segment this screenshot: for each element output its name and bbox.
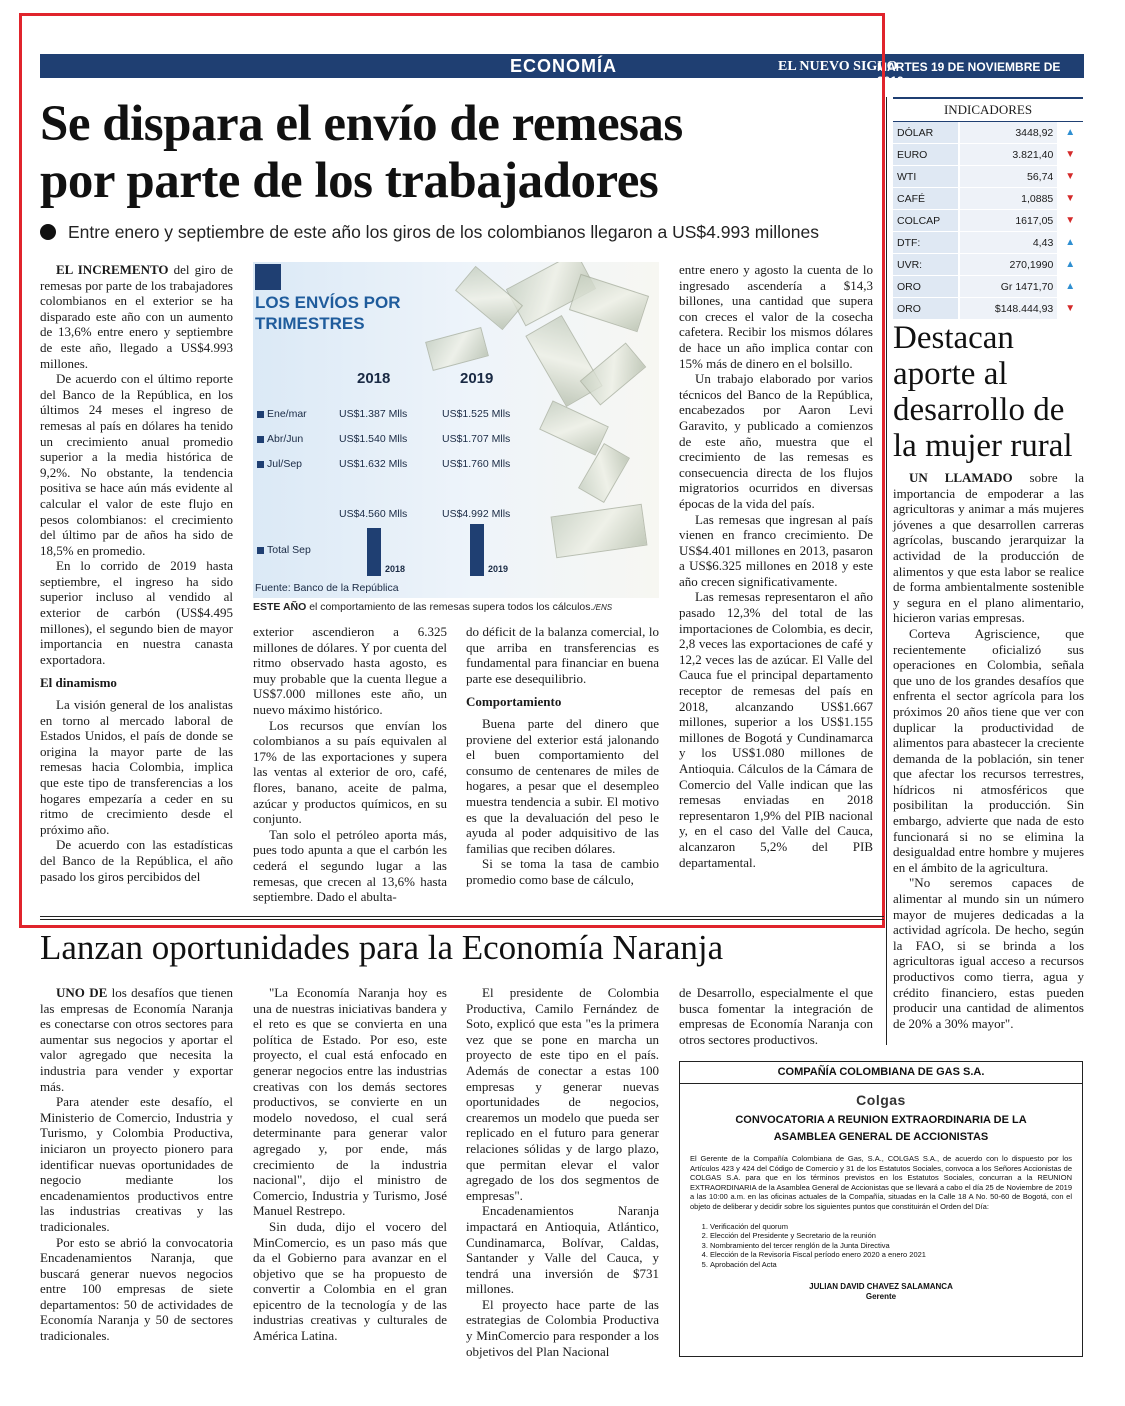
section-name: ECONOMÍA [510,56,617,76]
paragraph [40,985,233,1094]
highlight-frame [19,13,885,928]
newspaper-name: EL NUEVO SIGLO [778,59,898,74]
chart-bar-year-label: 2018 [385,564,406,574]
lead-in: UN LLAMADO [909,470,1013,485]
paragraph-text: El proyecto hace parte de las estrategias de Colombia Productiva y MinComercio para responder a los objetivos del Plan Nacional [466,1296,659,1359]
chart-row-label: Abr/Jun [267,433,304,445]
paragraph-text: La visión general de los analistas en torno al mercado laboral de Estados Unidos, el país de donde se origina la mayor parte de las remesas hacia Colombia, implica que este tipo de transferencias a los hogares empezaría a ceder en su ritmo de crecimiento desde el próximo año. [40,697,233,837]
ad-signature [680,1282,1082,1302]
indicator-value: 270,1990 [960,254,1057,275]
ad-agenda-list [680,1222,1082,1270]
indicator-row [893,232,1083,254]
paragraph-text: entre enero y agosto la cuenta de lo ingresado ascendería a $14,3 billones, una cantidad que supera con creces el valor de la cosecha cafetera. Recibir los mismos dólares de hace un año implica contar con 15% más de dinero en el bolsillo. [679,262,873,371]
side-story-body [893,470,1084,1031]
second-story-column-4 [679,985,873,1047]
paragraph [466,1203,659,1297]
ad-divider [680,1083,1082,1084]
ad-body: El Gerente de la Compañía Colombiana de Gas, S.A., COLGAS S.A., de acuerdo con lo dispuesto por los Artículos 423 y 424 del Código de Comercio y 31 de los Estatutos Sociales, convoca a los Señores Accionistas de COLGAS S.A. para que en los términos previstos en los Estatutos Sociales, concurran a la REUNION EXTRAORDINARIA de la Asamblea General de Accionistas que se llevará a cabo el día 25 de Noviembre de 2019 a las 10:00 a.m. en las oficinas actuales de la Compañía, situadas en la Calle 18 A No. 50-60 de Bogotá, con el objeto de deliberar y decidir sobre los siguientes puntos que constituirán el Orden del Día: [690,1154,1072,1211]
paragraph-text: Las remesas que ingresan al país vienen en franco crecimiento. De US$4.401 millones en 2013, pasaron a US$6.325 millones en 2018 y este año crecen significativamente. [679,511,873,589]
chart-value-label: US$1.707 Mlls [442,433,511,445]
paragraph-text: do déficit de la balanza comercial, lo que arriba en transferencias es fundamental para financiar en buena parte ese desequilibrio. [466,624,659,686]
indicator-value: Gr 1471,70 [960,276,1057,297]
indicator-value: 4,43 [960,232,1057,253]
ad-company-name: COMPAÑÍA COLOMBIANA DE GAS S.A. [777,1066,985,1078]
agenda-item: 4. Elección de la Revisoría Fiscal período enero 2020 a enero 2021 [710,1250,1082,1260]
main-subhead-text: Entre enero y septiembre de este año los giros de los colombianos llegaron a US$4.993 millones [68,222,819,242]
indicator-row [893,144,1083,166]
indicator-row [893,122,1083,144]
paragraph-text: Sin duda, dijo el vocero del MinComercio, es un paso más que da el Gobierno para avanzar en el objetivo que se ha propuesto de convertir a Colombia en el gran epicentro de la tecnología y de las industrias creativas y culturales de América Latina. [253,1218,447,1344]
chart-total-value-label: US$4.560 Mlls [339,508,408,520]
paragraph-text: Por esto se abrió la convocatoria Encadenamientos Naranja, que buscará generar nuevos negocios entre 100 empresas de siete departamentos: 50 de actividades de Economía Naranja y 50 de sectores tradicionales. [40,1234,233,1344]
paragraph-text: exterior ascendieron a 6.325 millones de dólares. Y por cuenta del ritmo observado hasta agosto, es muy probable que la cuenta llegue a US$7.000 millones este año, un nuevo máximo histórico. [253,624,447,717]
subheading: Comportamiento [466,694,562,710]
indicator-name: UVR: [893,254,958,275]
paragraph-text: del giro de remesas por parte de los trabajadores colombianos en el exterior se ha disparado este año con un aumento de 13,6% entre enero y septiembre de este año, llegado a US$4.993 millones. [40,262,233,371]
paragraph-text: De acuerdo con las estadísticas del Banco de la República, el año pasado los giros percibidos del [40,837,233,884]
paragraph-text: Para atender este desafío, el Ministerio de Comercio, Industria y Turismo, y Colombia Productiva, iniciaron un proyecto pionero para identificar nuevas oportunidades de negocio mediante los encadenamientos productivos entre las industrias creativas y las tradicionales. [40,1094,233,1234]
paragraph [466,985,659,1203]
arrow-up-icon: ▲ [1065,259,1076,270]
paragraph-text: Las remesas representaron el año pasado 12,3% del total de las importaciones de Colombia, es decir, 2,8 veces las exportaciones de café y 12,2 veces las de azúcar. El Valle del Cauca fue el principal departamento receptor de remesas del país en 2018, alcanzando US$1.667 millones, superior a los US$1.155 millones de Bogotá y Cundinamarca y los US$1.080 millones de Antioquia. Cálculos de la Cámara de Comercio del Valle indican que las remesas enviadas en 2018 representaron 1,9% del PIB nacional y, en el caso del Valle del Cauca, alcanzaron 5,2% del PIB departamental. [679,589,873,870]
chart-total-label: Total Sep [267,544,311,556]
paragraph [253,1219,447,1344]
indicator-row [893,188,1083,210]
chart-value-label: US$1.525 Mlls [442,408,511,420]
section-divider [40,919,884,920]
chart-title: LOS ENVÍOS POR TRIMESTRES [255,293,401,333]
paragraph-text: de Desarrollo, especialmente el que busca fomentar la integración de empresas de Economía Naranja con otros sectores productivos. [679,985,873,1047]
indicator-name: WTI [893,166,958,187]
ad-title-line2: ASAMBLEA GENERAL DE ACCIONISTAS [773,1131,989,1143]
paragraph-text: Los recursos que envían los colombianos a su país equivalen al 17% de las exportaciones y supera las ventas al exterior de oro, café, flores, banano, aceite de palma, azúcar y productos químicos, en su conjunto. [253,717,447,827]
paragraph [466,1297,659,1359]
arrow-up-icon: ▲ [1065,281,1076,292]
paragraph [893,470,1084,626]
subheading: El dinamismo [40,675,117,691]
caption-text: el comportamiento de las remesas supera todos los cálculos. [306,601,594,613]
page-number: 3B [1093,55,1118,76]
ad-title [680,1112,1082,1146]
ad-signer-title: Gerente [865,1291,897,1301]
indicator-row [893,254,1083,276]
indicator-name: EURO [893,144,958,165]
ad-title-line1: CONVOCATORIA A REUNION EXTRAORDINARIA DE LA [735,1114,1027,1126]
chart-value-label: US$1.387 Mlls [339,408,408,420]
agenda-item: 1. Verificación del quorum [710,1222,1082,1232]
paragraph [40,1235,233,1344]
paragraph-text: De acuerdo con el último reporte del Banco de la República, en los últimos 24 meses el ingreso de remesas al país en dólares ha tenido un crecimiento anual promedio superior a la media histórica de 9,2%. No obstante, la tendencia positiva se hace aún más evidente al calcular el valor de este flujo en pesos colombianos: el crecimiento del último par de años ha sido de 18,5% en promedio. [40,371,233,558]
indicator-row [893,298,1083,320]
chart-row-label: Jul/Sep [267,458,303,470]
indicator-name: DÓLAR [893,122,958,143]
chart-year-header: 2018 [357,370,391,387]
indicators-rows [893,122,1083,320]
chart-source: Fuente: Banco de la República [255,582,399,594]
main-headline-line2: por parte de los trabajadores [40,153,659,209]
paragraph-text: Si se toma la tasa de cambio promedio como base de cálculo, [466,856,659,887]
chart-total-value-label: US$4.992 Mlls [442,508,511,520]
arrow-down-icon: ▼ [1065,149,1076,160]
paragraph [893,626,1084,876]
paragraph-text: Un trabajo elaborado por varios técnicos del Banco de la República, encabezados por Aaron Levi Garavito, y publicado a comienzos de este año, muestra que el crecimiento de las remesas es consecuencia directa de los flujos migratorios ocurridos en diversas épocas de la vida del país. [679,371,873,511]
colgas-logo-text: Colgas [856,1092,906,1108]
chart-bar-year-label: 2019 [488,564,509,574]
indicator-value: 56,74 [960,166,1057,187]
indicator-row [893,210,1083,232]
section-divider [40,916,884,917]
chart-value-label: US$1.632 Mlls [339,458,408,470]
paragraph-text: Buena parte del dinero que proviene del exterior está jalonando el buen comportamiento del consumo de centenares de miles de hogares, a pesar que el desempleo muestra tendencia a subir. El motivo es que la devaluación del peso le ayuda al poder adquisitivo de las familias que reciben dólares. [466,715,659,856]
paragraph-text: Tan solo el petróleo aporta más, pues todo apunta a que el carbón les cederá el segundo lugar a las remesas, que crecen al 13,6% hasta septiembre. Dado el abulta- [253,826,447,905]
paragraph-text: "No seremos capaces de alimentar al mundo sin un número mayor de mujeres dedicadas a la actividad agrícola. De hecho, según la FAO, si se brinda a los agricultoras igual acceso a recursos productivos como tierra, agua y crédito financiero, estas pueden producir una cantidad de alimentos de 20% a 30% mayor". [893,875,1084,1031]
paragraph [679,985,873,1047]
paragraph-text: En lo corrido de 2019 hasta septiembre, el ingreso ha sido superior incluso al vendido al exterior de carbón (US$4.495 millones), el segundo bien de mayor importancia en nuestra canasta exportadora. [40,558,233,667]
arrow-down-icon: ▼ [1065,171,1076,182]
legal-notice-ad [679,1061,1083,1357]
indicator-row [893,276,1083,298]
second-story-column-1 [40,985,233,1344]
paragraph-text: los desafíos que tienen las empresas de Economía Naranja es conectarse con otros sectores para aumentar sus negocios y aportar el valor agregado que necesita la industria para vender y exportar más. [40,985,233,1094]
paragraph-text: sobre la importancia de empoderar a las agricultoras y animar a más mujeres jóvenes a que desarrollen carreras agrícolas, buscando jerarquizar la actividad de la producción de alimentos y que esta labor se realice de forma ambientalmente sostenible y segura en el plano alimentario, hicieron varias empresas. [893,470,1084,626]
indicator-name: CAFÉ [893,188,958,209]
lead-in: EL INCREMENTO [56,262,169,277]
indicator-value: 3448,92 [960,122,1057,143]
indicator-name: DTF: [893,232,958,253]
issue-date: MARTES 19 DE NOVIEMBRE DE 2019 [877,60,1061,88]
lead-in: UNO DE [56,985,108,1000]
caption-credit: /ENS [593,603,613,612]
agenda-item: 3. Nombramiento del tercer renglón de la Junta Directiva [710,1241,1082,1251]
second-story-column-3 [466,985,659,1359]
indicator-row [893,166,1083,188]
column-divider [886,97,887,1045]
paragraph [40,1094,233,1234]
chart-value-label: US$1.540 Mlls [339,433,408,445]
chart-year-header: 2019 [460,370,494,387]
arrow-down-icon: ▼ [1065,193,1076,204]
ad-signer-name: JULIAN DAVID CHAVEZ SALAMANCA [809,1281,953,1291]
paragraph [893,875,1084,1031]
indicator-value: 1,0885 [960,188,1057,209]
market-indicators-table [893,97,1083,320]
indicator-value: 1617,05 [960,210,1057,231]
arrow-down-icon: ▼ [1065,215,1076,226]
indicator-name: ORO [893,298,958,319]
agenda-item: 5. Aprobación del Acta [710,1260,1082,1270]
indicator-name: COLCAP [893,210,958,231]
colgas-logo [680,1092,1082,1108]
paragraph-text: El presidente de Colombia Productiva, Camilo Fernández de Soto, explicó que esta "es la primera vez que se pone en marcha un proyecto de este tipo en el país. Además de conectar a estas 100 empresas y generar nuevas oportunidades de negocios, crearemos un modelo que pueda ser replicado en el futuro para generar relaciones sólidas y de largo plazo, que permitan elevar el valor agregado de los dos segmentos de empresas". [466,985,659,1203]
agenda-item: 2. Elección del Presidente y Secretario de la reunión [710,1231,1082,1241]
paragraph-text: "La Economía Naranja hoy es una de nuestras iniciativas bandera y el reto es que se convierta en una política de Estado. Por eso, este proyecto, el cual está enfocado en generar negocios entre las industrias creativas con los demás sectores productivos, se convierte en un modelo novedoso, el cual será determinante para generar valor agregado y, por ende, más crecimiento de la industria nacional", dijo el ministro de Comercio, Industria y Turismo, José Manuel Restrepo. [253,985,447,1219]
side-story-headline: Destacan aporte al desarrollo de la mujer rural [893,320,1073,464]
arrow-up-icon: ▲ [1065,127,1076,138]
caption-lead: ESTE AÑO [253,601,307,613]
second-story-headline: Lanzan oportunidades para la Economía Naranja [40,928,724,967]
arrow-up-icon: ▲ [1065,237,1076,248]
main-headline-line1: Se dispara el envío de remesas [40,96,683,152]
indicator-value: $148.444,93 [960,298,1057,319]
indicator-name: ORO [893,276,958,297]
second-story-column-2 [253,985,447,1344]
indicator-value: 3.821,40 [960,144,1057,165]
chart-value-label: US$1.760 Mlls [442,458,511,470]
paragraph-text: Corteva Agriscience, que recientemente oficializó sus operaciones en Colombia, señala que uno de los grandes desafíos que enfrenta el sector agrícola para los próximos 20 años tiene que ver con duplicar la productividad de alimentos para abastecer la creciente demanda de la población, sin tener que afectar los recursos terrestres, hídricos ni atmosféricos que posibilitan la producción. Sin embargo, advierte que nada de esto funcionará si no se elimina la desigualdad entre hombre y mujeres en el ámbito de la agricultura. [893,625,1084,875]
paragraph-text: Encadenamientos Naranja impactará en Antioquia, Atlántico, Cundinamarca, Bolívar, Caldas, Santander y Valle del Cauca, y tendrá una inversión de $731 millones. [466,1203,659,1297]
chart-row-label: Ene/mar [267,408,307,420]
paragraph [253,985,447,1219]
arrow-down-icon: ▼ [1065,303,1076,314]
indicators-title: INDICADORES [893,97,1083,122]
